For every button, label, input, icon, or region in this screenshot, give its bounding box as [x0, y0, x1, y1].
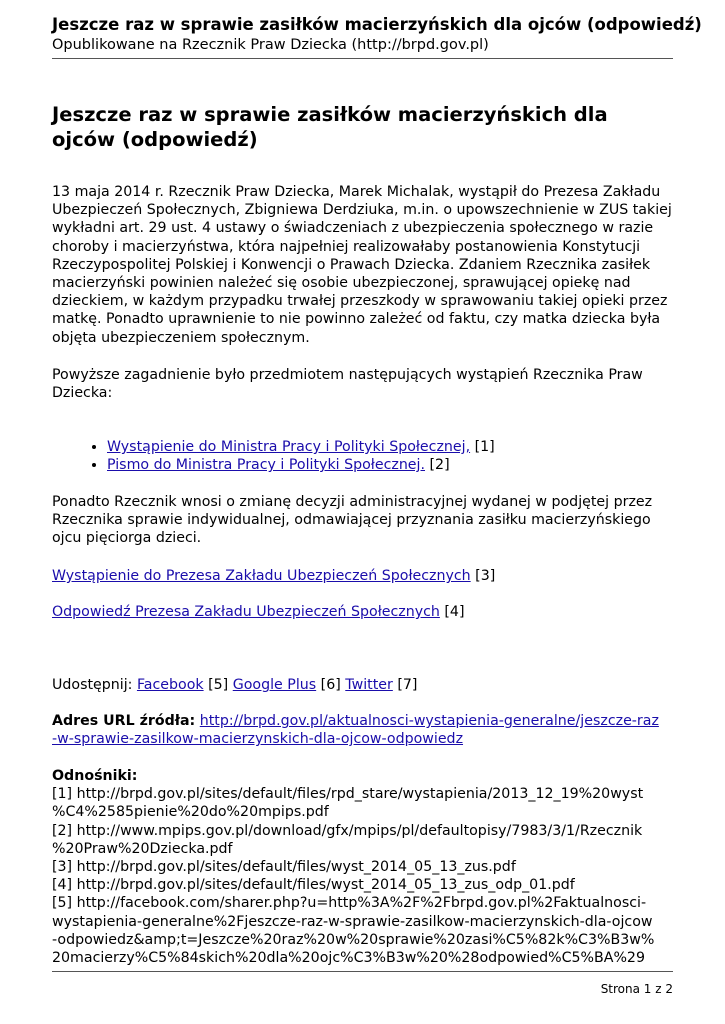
- source-url-link[interactable]: http://brpd.gov.pl/aktualnosci-wystapienia-generalne/jeszcze-raz-w-sprawie-zasilkow-macierzynskich-dla-ojcow-odpowiedz: [52, 713, 659, 748]
- reference-line: %20Praw%20Dziecka.pdf: [52, 840, 233, 857]
- reference-line: [1] http://brpd.gov.pl/sites/default/files/rpd_stare/wystapienia/2013_12_19%20wyst: [52, 786, 644, 803]
- reference-line: [3] http://brpd.gov.pl/sites/default/files/wyst_2014_05_13_zus.pdf: [52, 859, 516, 876]
- reference-line: [2] http://www.mpips.gov.pl/download/gfx/mpips/pl/defaultopisy/7983/3/1/Rzecznik: [52, 822, 643, 839]
- source-url-label: Adres URL źródła:: [52, 713, 196, 729]
- page-number: Strona 1 z 2: [600, 982, 673, 996]
- source-url-block: [52, 712, 662, 748]
- ref-marker: [3]: [470, 568, 496, 584]
- list-item: [107, 456, 495, 474]
- paragraph-intro: 13 maja 2014 r. Rzecznik Praw Dziecka, Marek Michalak, wystąpił do Prezesa Zakładu Ubezpieczeń Społecznych, Zbigniewa Derdziuka, m.in. o upowszechnienie w ZUS takiej wykładni art. 29 ust. 4 ustawy o świadczeniach z ubezpieczenia społecznego w razie choroby i macierzyństwa, która najpełniej realizowałaby postanowienia Konstytucji Rzeczypospolitej Polskiej i Konwencji o Prawach Dziecka. Zdaniem Rzecznika zasiłek macierzyński powinien należeć się osobie ubezpieczonej, sprawującej opiekę nad dzieckiem, w każdym przypadku trwałej przeszkody w sprawowaniu takiej opieki przez matkę. Ponadto uprawnienie to nie powinno zależeć od faktu, czy matka dziecka była objęta ubezpieczeniem społecznym.: [52, 184, 672, 346]
- reference-line: 20macierzy%C5%84skich%20dla%20ojc%C3%B3w%20%28odpowied%C5%BA%29: [52, 950, 645, 967]
- link-ministry-letter[interactable]: Pismo do Ministra Pracy i Polityki Społecznej.: [107, 457, 425, 474]
- link-zus-response[interactable]: Odpowiedź Prezesa Zakładu Ubezpieczeń Społecznych: [52, 604, 440, 620]
- link-ministry-intervention[interactable]: Wystąpienie do Ministra Pracy i Polityki Społecznej,: [107, 439, 471, 455]
- zus-intervention-line: [52, 567, 677, 585]
- reference-line: [5] http://facebook.com/sharer.php?u=http%3A%2F%2Fbrpd.gov.pl%2Faktualnosci-: [52, 895, 647, 912]
- reference-line: [4] http://brpd.gov.pl/sites/default/files/wyst_2014_05_13_zus_odp_01.pdf: [52, 877, 575, 894]
- list-item: [107, 438, 495, 456]
- ref-marker: [1]: [470, 439, 495, 455]
- share-twitter-link[interactable]: Twitter: [345, 677, 393, 693]
- ref-marker: [6]: [316, 677, 346, 693]
- link-zus-intervention[interactable]: Wystąpienie do Prezesa Zakładu Ubezpieczeń Społecznych: [52, 568, 471, 584]
- share-label: Udostępnij:: [52, 677, 133, 693]
- share-googleplus-link[interactable]: Google Plus: [232, 677, 317, 693]
- footer-divider: [52, 971, 673, 972]
- header-divider: [52, 58, 673, 59]
- reference-line: -odpowiedz&amp;t=Jeszcze%20raz%20w%20sprawie%20zasi%C5%82k%C3%B3w%: [52, 931, 655, 948]
- ref-marker: [4]: [439, 604, 465, 620]
- ref-marker: [5]: [203, 677, 233, 693]
- paragraph-decision: Ponadto Rzecznik wnosi o zmianę decyzji administracyjnej wydanej w podjętej przez Rzecznika sprawie indywidualnej, odmawiającej przyznania zasiłku macierzyńskiego ojcu pięciorga dzieci.: [52, 494, 653, 547]
- ref-marker: [7]: [392, 677, 418, 693]
- header-source: Opublikowane na Rzecznik Praw Dziecka (http://brpd.gov.pl): [52, 37, 489, 53]
- share-line: [52, 676, 677, 694]
- reference-line: wystapienia-generalne%2Fjeszcze-raz-w-sprawie-zasilkow-macierzynskich-dla-ojcow: [52, 913, 653, 930]
- reference-line: %C4%2585pienie%20do%20mpips.pdf: [52, 804, 329, 821]
- interventions-list: [52, 438, 495, 474]
- share-facebook-link[interactable]: Facebook: [136, 677, 204, 693]
- references-label: Odnośniki:: [52, 768, 138, 784]
- article-title: Jeszcze raz w sprawie zasiłków macierzyńskich dla ojców (odpowiedź): [52, 103, 608, 151]
- references-block: [52, 767, 682, 967]
- paragraph-interventions: Powyższe zagadnienie było przedmiotem następujących wystąpień Rzecznika Praw Dziecka:: [52, 367, 643, 402]
- zus-response-line: [52, 603, 677, 621]
- header-title: Jeszcze raz w sprawie zasiłków macierzyńskich dla ojców (odpowiedź): [52, 15, 702, 34]
- ref-marker: [2]: [425, 457, 450, 474]
